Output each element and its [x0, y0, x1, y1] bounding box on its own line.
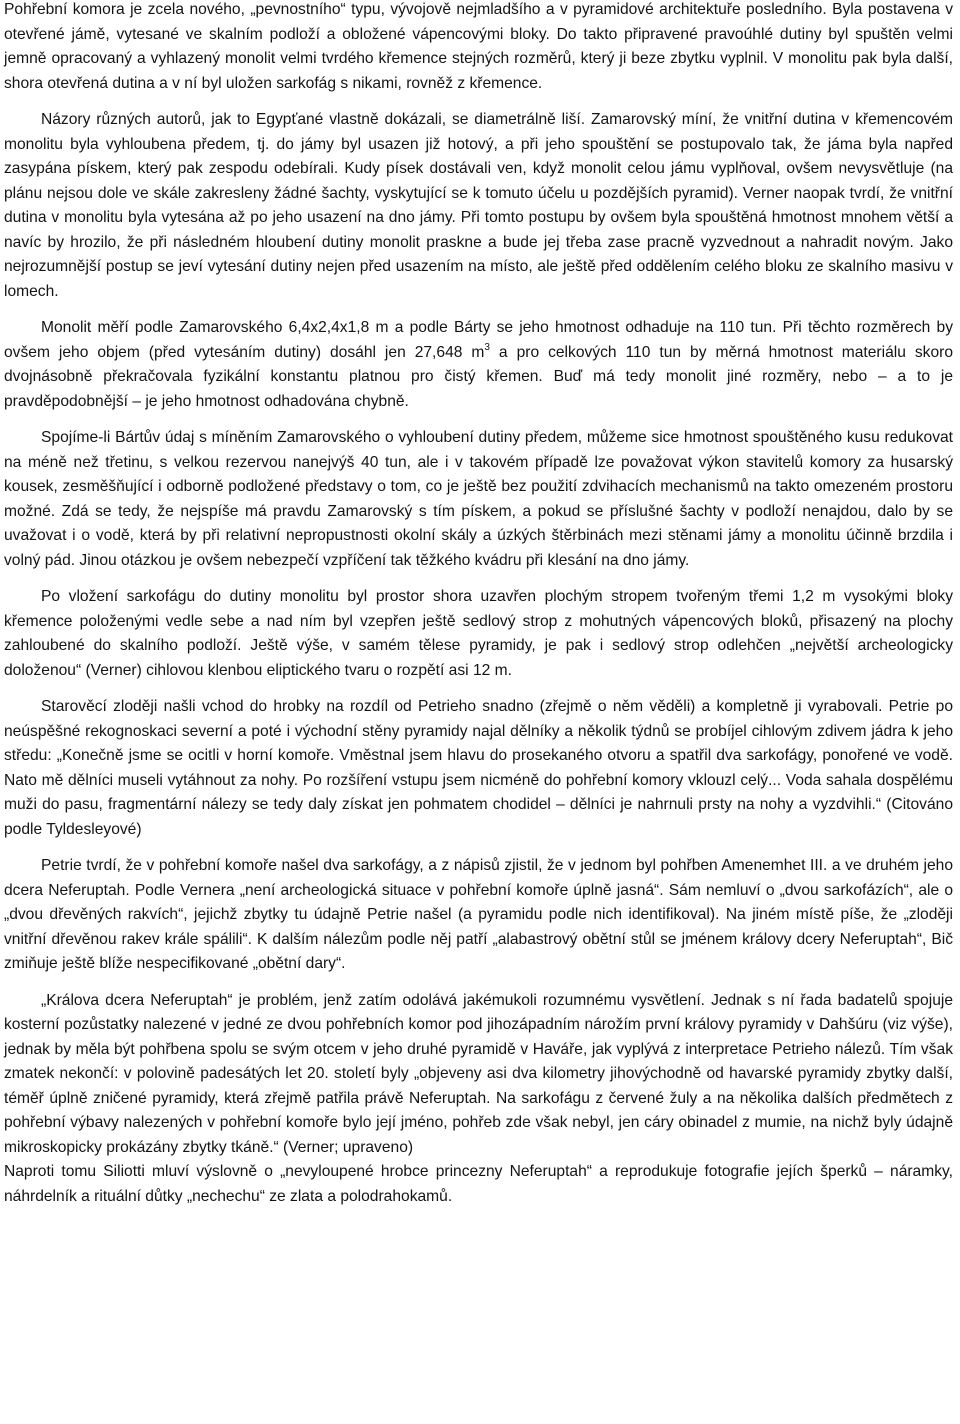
- paragraph-burial-chamber: Pohřební komora je zcela nového, „pevnostního“ typu, vývojově nejmladšího a v pyramidové architektuře posledního. Byla postavena v otevřené jámě, vytesané ve skalním podloží a obložené vápencovými bloky. Do takto připravené pravoúhlé dutiny byl spuštěn velmi jemně opracovaný a vyhlazený monolit velmi tvrdého křemence stejných rozměrů, který ji beze zbytku vyplnil. V monolitu pak byla další, shora otevřená dutina a v ní byl uložen sarkofág s nikami, rovněž z křemence.: [4, 1, 953, 92]
- paragraph-author-opinions: Názory různých autorů, jak to Egypťané vlastně dokázali, se diametrálně liší. Zamarovský míní, že vnitřní dutina v křemencovém monolitu byla vyhloubena předem, tj. do jámy byl usazen již hotový, a při jeho spouštění se postupovalo tak, že jáma byla napřed zasypána pískem, který pak zespodu odebírali. Kudy písek dostávali ven, když monolit celou jámu vyplňoval, ovšem nevysvětluje (na plánu nejsou dole ve skále zakresleny žádné šachty, vyskytující se k tomuto účelu u pozdějších pyramid). Verner naopak tvrdí, že vnitřní dutina v monolitu byla vytesána až po jeho usazení na dno jámy. Při tomto postupu by ovšem byla spouštěná hmotnost mnohem větší a navíc by hrozilo, že při následném hloubení dutiny monolit praskne a bude jej třeba zase pracně vyzvednout a nahradit novým. Jako nejrozumnější postup se jeví vytesání dutiny nejen před usazením na místo, ale ještě před oddělením celého bloku ze skalního masivu v lomech.: [4, 111, 953, 300]
- paragraph-monolith-dimensions: [4, 316, 953, 414]
- paragraph-ancient-thieves: Starověcí zloději našli vchod do hrobky na rozdíl od Petrieho snadno (zřejmě o něm věděli) a kompletně ji vyrabovali. Petrie po neúspěšné rekognoskaci severní a poté i východní stěny pyramidy najal dělníky a několik týdnů se probíjel cihlovým zdivem jádra k jeho středu: „Konečně jsme se ocitli v horní komoře. Vměstnal jsem hlavu do prosekaného otvoru a spatřil dva sarkofágy, ponořené ve vodě. Nato mě dělníci museli vytáhnout za nohy. Po rozšíření vstupu jsem nicméně do pohřební komory vklouzl celý... Voda sahala dospělému muži do pasu, fragmentární nálezy se tedy daly získat jen pohmatem chodidel – dělníci je nahrnuli prsty na nohy a vyzdvihli.“ (Citováno podle Tyldesleyové): [4, 698, 953, 838]
- paragraph-sarcophagus-ceiling: Po vložení sarkofágu do dutiny monolitu byl prostor shora uzavřen plochým stropem tvořeným třemi 1,2 m vysokými bloky křemence položenými vedle sebe a nad ním byl vzepřen ještě sedlový strop z mohutných vápencových bloků, přisazený na plochy zahloubené do skalního podloží. Ještě výše, v samém tělese pyramidy, je pak i sedlový strop odlehčen „největší archeologicky doloženou“ (Verner) cihlovou klenbou eliptického tvaru o rozpětí asi 12 m.: [4, 588, 953, 679]
- paragraph-siliotti: Naproti tomu Siliotti mluví výslovně o „nevyloupené hrobce princezny Neferuptah“ a reprodukuje fotografie jejích šperků – náramky, náhrdelník a rituální důtky „nechechu“ ze zlata a polodrahokamů.: [4, 1163, 953, 1205]
- paragraph-barta-estimate: Spojíme-li Bártův údaj s míněním Zamarovského o vyhloubení dutiny předem, můžeme sice hmotnost spouštěného kusu redukovat na méně než třetinu, s velkou rezervou nanejvýš 40 tun, ale i v takovém případě lze považovat výkon stavitelů komory za husarský kousek, zesměšňující i odborně podložené představy o tom, co je ještě bez použití zdvihacích mechanismů na takto omezeném prostoru možné. Zdá se tedy, že nejspíše má pravdu Zamarovský s tím pískem, a pokud se příslušné šachty v podloží nenajdou, dalo by se uvažovat i o vodě, která by při relativní nepropustnosti okolní skály a úzkých štěrbinách mezi stěnami jámy a monolitu účinně brzdila i volný pád. Jinou otázkou je ovšem nebezpečí vzpříčení tak těžkého kvádru při klesání na dno jámy.: [4, 429, 953, 569]
- monolith-text-after: a pro celkových 110 tun by měrná hmotnost materiálu skoro dvojnásobně překračovala fyzikální konstantu platnou pro čistý křemen. Buď má tedy monolit jiné rozměry, nebo – a to je pravděpodobnější – je jeho hmotnost odhadována chybně.: [4, 343, 953, 410]
- paragraph-petrie-sarcophagi: Petrie tvrdí, že v pohřební komoře našel dva sarkofágy, a z nápisů zjistil, že v jednom byl pohřben Amenemhet III. a ve druhém jeho dcera Neferuptah. Podle Vernera „není archeologická situace v pohřební komoře úplně jasná“. Sám nemluví o „dvou sarkofázích“, ale o „dvou dřevěných rakvích“, jejichž zbytky tu údajně Petrie našel (a pyramidu podle nich identifikoval). Na jiném místě píše, že „zloději vnitřní dřevěnou rakev krále spálili“. K dalším nálezům podle něj patří „alabastrový obětní stůl se jménem královy dcery Neferuptah“, Bič zmiňuje ještě blíže nespecifikované „obětní dary“.: [4, 857, 953, 972]
- paragraph-neferuptah-problem: „Králova dcera Neferuptah“ je problém, jenž zatím odolává jakémukoli rozumnému vysvětlení. Jednak s ní řada badatelů spojuje kosterní pozůstatky nalezené v jedné ze dvou pohřebních komor pod jihozápadním nárožím první královy pyramidy v Dahšúru (viz výše), jednak by měla být pohřbena spolu se svým otcem v jeho druhé pyramidě v Haváře, jak vyplývá z interpretace Petrieho nálezů. Tím však zmatek nekončí: v polovině padesátých let 20. století byly „objeveny asi dva kilometry jihovýchodně od havarské pyramidy zbytky další, téměř úplně zničené pyramidy, která zřejmě patřila právě Neferuptah. Na sarkofágu z červené žuly a na několika dalších předmětech z pohřební výbavy nalezených v pohřební komoře bylo její jméno, pohřeb zde však nebyl, jen cáry obinadel z mumie, na nichž byly údajně mikroskopicky prokázány zbytky tkáně.“ (Verner; upraveno): [4, 991, 953, 1156]
- monolith-text-before: Monolit měří podle Zamarovského 6,4x2,4x1,8 m a podle Bárty se jeho hmotnost odhaduje na 110 tun. Při těchto rozměrech by ovšem jeho objem (před vytesáním dutiny) dosáhl jen 27,648 m: [4, 319, 953, 361]
- cubic-superscript: 3: [484, 341, 490, 353]
